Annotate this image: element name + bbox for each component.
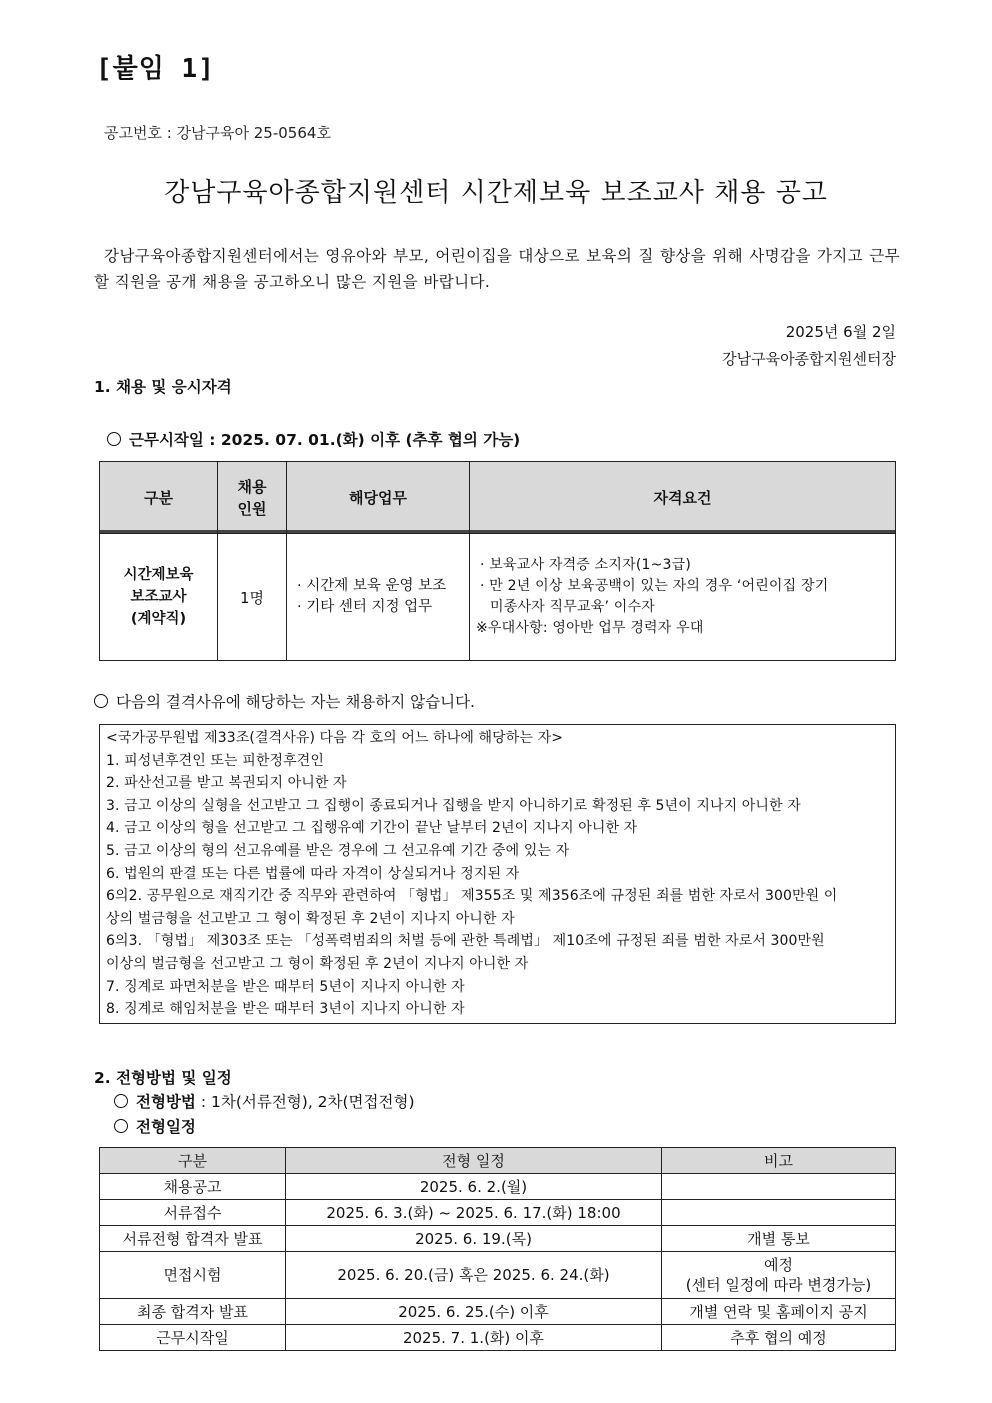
position-cell [100, 534, 218, 661]
duty-line: · 시간제 보육 운영 보조 [297, 578, 447, 594]
header-headcount-line2: 인원 [237, 499, 267, 518]
notice-number: 공고번호 : 강남구육아 25-0564호 [104, 124, 331, 142]
list-item: 6. 법원의 판결 또는 다른 법률에 따라 자격이 상실되거나 정지된 자 [106, 865, 520, 882]
header-headcount-line1: 채용 [237, 477, 267, 496]
circle-bullet-icon [114, 1094, 128, 1108]
list-item: 상의 벌금형을 선고받고 그 형이 확정된 후 2년이 지나지 아니한 자 [106, 910, 515, 927]
circle-bullet-icon [94, 694, 108, 708]
date-cell: 2025. 6. 2.(월) [286, 1174, 662, 1200]
note-cell: 개별 통보 [662, 1226, 896, 1252]
stage-cell: 근무시작일 [100, 1325, 286, 1351]
notice-date: 2025년 6월 2일 [785, 323, 896, 341]
method-value: : 1차(서류전형), 2차(면접전형) [200, 1093, 415, 1111]
duties-cell [287, 534, 470, 661]
list-item: 7. 징계로 파면처분을 받은 때부터 5년이 지나지 아니한 자 [106, 978, 465, 995]
schedule-table [99, 1147, 896, 1351]
list-item: 5. 금고 이상의 형의 선고유예를 받은 경우에 그 선고유예 기간 중에 있는 자 [106, 842, 570, 859]
qualifications-cell [470, 534, 896, 661]
note-cell: 예정 (센터 일정에 따라 변경가능) [662, 1252, 896, 1299]
list-item: <국가공무원법 제33조(결격사유) 다음 각 호의 어느 하나에 해당하는 자> [106, 730, 564, 746]
table-row [100, 1299, 896, 1325]
list-item: 1. 피성년후견인 또는 피한정후견인 [106, 752, 324, 769]
table-row [100, 534, 896, 661]
header-duties: 해당업무 [287, 462, 470, 534]
qualification-line: · 보육교사 자격증 소지자(1~3급) [480, 557, 692, 573]
position-line: (계약직) [130, 611, 187, 627]
method-label: 전형방법 [136, 1093, 196, 1111]
header-note: 비고 [662, 1148, 896, 1174]
disqualification-intro-line [94, 690, 475, 712]
schedule-line [114, 1115, 196, 1137]
qualification-line: · 만 2년 이상 보육공백이 있는 자의 경우 ‘어린이집 장기 [480, 578, 829, 594]
list-item: 3. 금고 이상의 실형을 선고받고 그 집행이 종료되거나 집행을 받지 아니하기로 확정된 후 5년이 지나지 아니한 자 [106, 797, 801, 814]
stage-cell: 서류접수 [100, 1200, 286, 1226]
note-cell [662, 1174, 896, 1200]
section2-heading: 2. 전형방법 및 일정 [94, 1069, 232, 1087]
note-cell [662, 1200, 896, 1226]
stage-cell: 서류전형 합격자 발표 [100, 1226, 286, 1252]
header-stage: 구분 [100, 1148, 286, 1174]
stage-cell: 최종 합격자 발표 [100, 1299, 286, 1325]
circle-bullet-icon [114, 1119, 128, 1133]
attachment-label: [붙임 1] [96, 54, 215, 84]
header-category: 구분 [100, 462, 218, 534]
recruitment-table-header [100, 462, 896, 534]
qualification-line: ※우대사항: 영아반 업무 경력자 우대 [476, 620, 704, 636]
stage-cell: 면접시험 [100, 1252, 286, 1299]
method-line [114, 1090, 415, 1112]
recruitment-table [99, 461, 896, 661]
list-item: 8. 징계로 해임처분을 받은 때부터 3년이 지나지 아니한 자 [106, 1001, 465, 1018]
start-date-line [107, 428, 520, 450]
position-line: 시간제보육 [123, 567, 194, 583]
disqualification-box [99, 724, 896, 1024]
issuer-name: 강남구육아종합지원센터장 [722, 350, 896, 368]
disqualification-intro-text: 다음의 결격사유에 해당하는 자는 채용하지 않습니다. [116, 693, 475, 711]
qualification-line: 미종사자 직무교육’ 이수자 [490, 599, 655, 615]
date-cell: 2025. 6. 3.(화) ~ 2025. 6. 17.(화) 18:00 [286, 1200, 662, 1226]
section1-heading: 1. 채용 및 응시자격 [94, 378, 232, 396]
date-cell: 2025. 7. 1.(화) 이후 [286, 1325, 662, 1351]
note-cell: 개별 연락 및 홈페이지 공지 [662, 1299, 896, 1325]
header-qualifications: 자격요건 [470, 462, 896, 534]
table-row [100, 1226, 896, 1252]
list-item: 6의2. 공무원으로 재직기간 중 직무와 관련하여 「형법」 제355조 및 제356조에 규정된 죄를 범한 자로서 300만원 이 [106, 888, 838, 905]
table-row [100, 1174, 896, 1200]
schedule-table-header [100, 1148, 896, 1174]
page-title: 강남구육아종합지원센터 시간제보육 보조교사 채용 공고 [164, 178, 828, 208]
list-item: 6의3. 「형법」 제303조 또는 「성폭력범죄의 처벌 등에 관한 특례법」 제10조에 규정된 죄를 범한 자로서 300만원 [106, 933, 825, 950]
position-line: 보조교사 [130, 589, 187, 605]
note-cell: 추후 협의 예정 [662, 1325, 896, 1351]
date-cell: 2025. 6. 19.(목) [286, 1226, 662, 1252]
list-item: 이상의 벌금형을 선고받고 그 형이 확정된 후 2년이 지나지 아니한 자 [106, 955, 529, 972]
table-row [100, 1252, 896, 1299]
date-cell: 2025. 6. 25.(수) 이후 [286, 1299, 662, 1325]
table-row [100, 1200, 896, 1226]
list-item: 2. 파산선고를 받고 복권되지 아니한 자 [106, 775, 347, 792]
intro-paragraph: 강남구육아종합지원센터에서는 영유아와 부모, 어린이집을 대상으로 보육의 질 향상을 위해 사명감을 가지고 근무할 직원을 공개 채용을 공고하오니 많은 지원을 바랍니다. [94, 247, 900, 291]
date-cell: 2025. 6. 20.(금) 혹은 2025. 6. 24.(화) [286, 1252, 662, 1299]
start-date-text: 근무시작일 : 2025. 07. 01.(화) 이후 (추후 협의 가능) [129, 431, 521, 449]
stage-cell: 채용공고 [100, 1174, 286, 1200]
circle-bullet-icon [107, 432, 121, 446]
headcount-cell: 1명 [218, 534, 287, 661]
header-schedule: 전형 일정 [286, 1148, 662, 1174]
table-row [100, 1325, 896, 1351]
header-headcount [218, 462, 287, 534]
duty-line: · 기타 센터 지정 업무 [297, 599, 433, 615]
list-item: 4. 금고 이상의 형을 선고받고 그 집행유예 기간이 끝난 날부터 2년이 지나지 아니한 자 [106, 820, 638, 837]
schedule-label: 전형일정 [136, 1118, 196, 1136]
